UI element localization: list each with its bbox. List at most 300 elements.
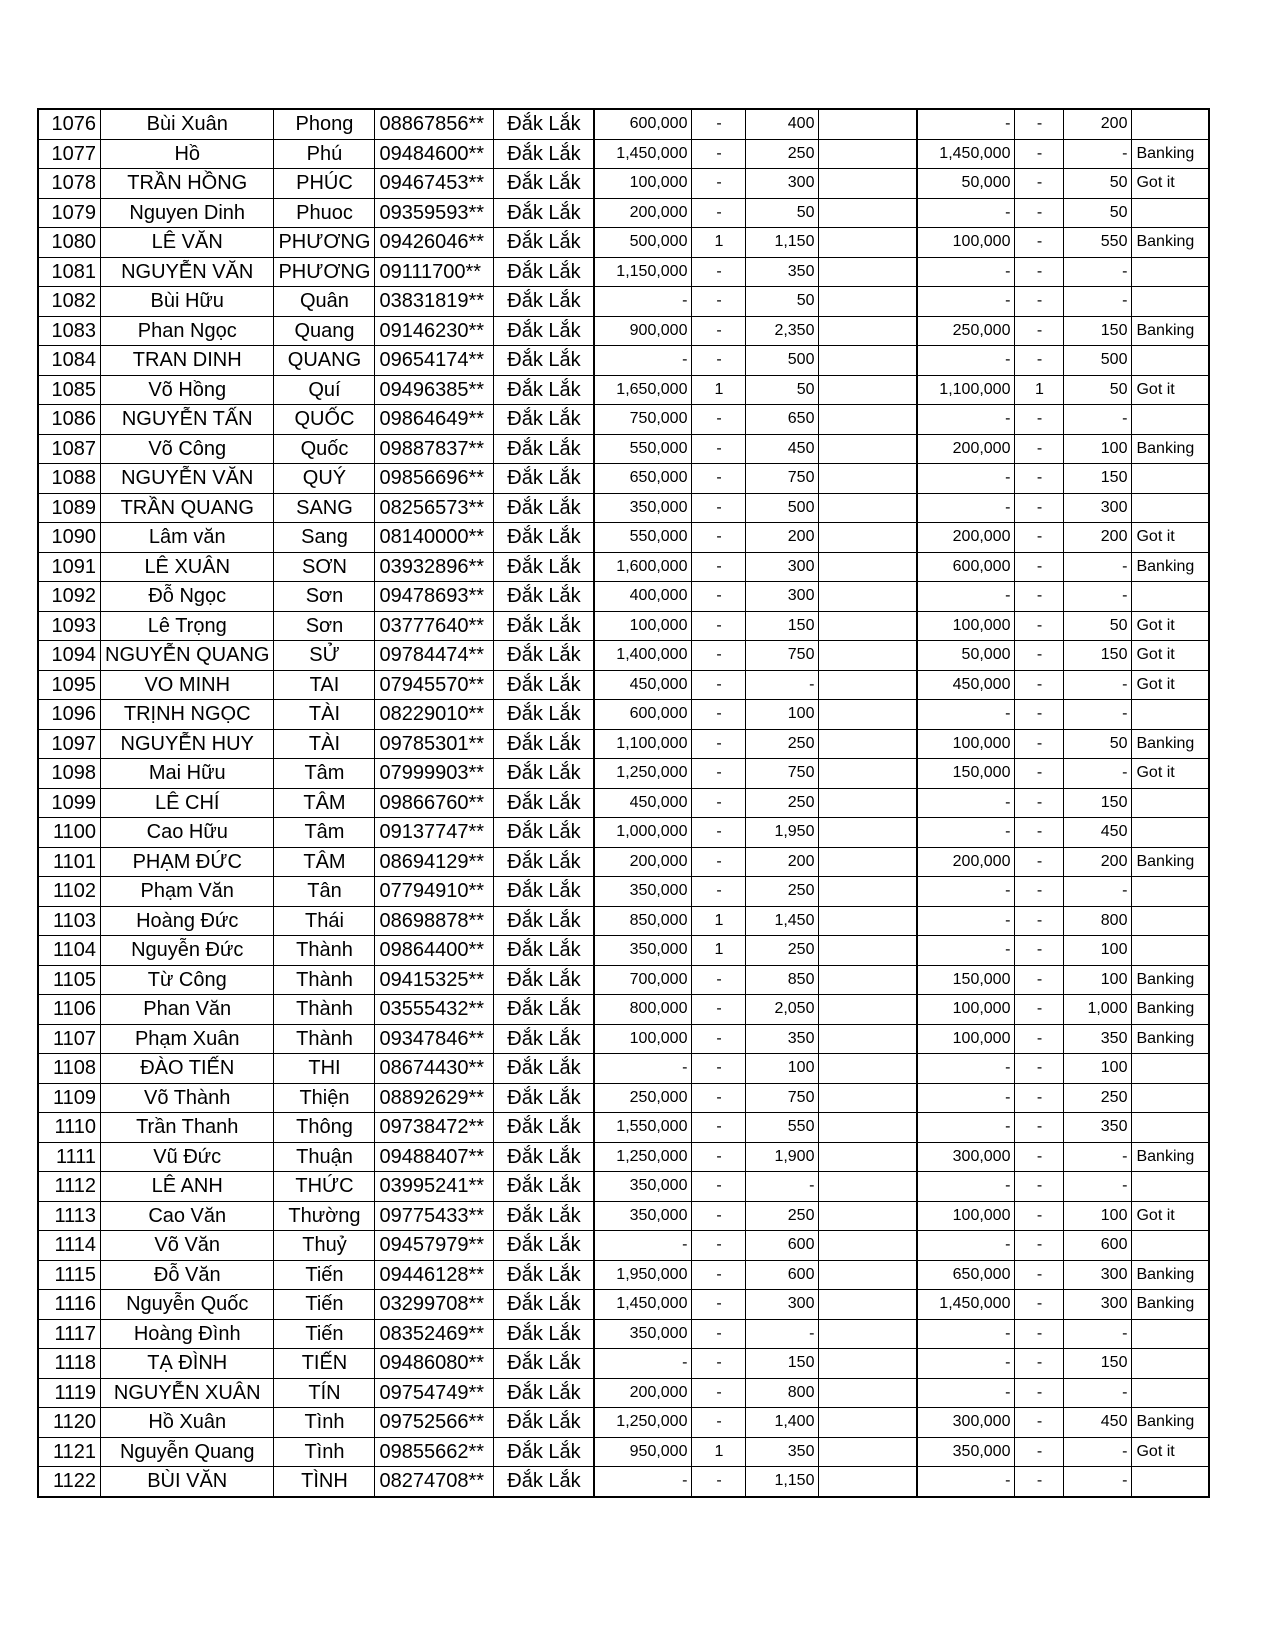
table-body	[38, 109, 1209, 1497]
cell-province: Đắk Lắk	[494, 139, 595, 169]
cell-phone: 09654174**	[375, 346, 494, 376]
cell-last-middle-name: Nguyễn Quang	[101, 1437, 274, 1467]
cell-first-name: TÀI	[274, 729, 375, 759]
cell-phone: 09887837**	[375, 434, 494, 464]
cell-row-number: 1102	[38, 877, 101, 907]
cell-last-middle-name: BÙI VĂN	[101, 1467, 274, 1497]
cell-row-number: 1121	[38, 1437, 101, 1467]
table-row	[38, 257, 1209, 287]
cell-count-1: -	[692, 1172, 746, 1202]
cell-payment-method: Got it	[1132, 1437, 1210, 1467]
cell-row-number: 1081	[38, 257, 101, 287]
cell-value-1: 300	[746, 582, 819, 612]
cell-first-name: Tình	[274, 1408, 375, 1438]
cell-province: Đắk Lắk	[494, 788, 595, 818]
cell-last-middle-name: NGUYỄN HUY	[101, 729, 274, 759]
cell-first-name: TIẾN	[274, 1349, 375, 1379]
cell-value-1: 2,350	[746, 316, 819, 346]
cell-count-2: -	[1015, 1319, 1064, 1349]
cell-count-2: -	[1015, 434, 1064, 464]
cell-amount-2: -	[917, 405, 1015, 435]
table-row	[38, 139, 1209, 169]
cell-count-1: -	[692, 169, 746, 199]
cell-payment-method: Banking	[1132, 552, 1210, 582]
cell-row-number: 1092	[38, 582, 101, 612]
cell-amount-1: 350,000	[594, 493, 692, 523]
cell-count-1: -	[692, 1083, 746, 1113]
cell-row-number: 1077	[38, 139, 101, 169]
cell-amount-1: 350,000	[594, 1172, 692, 1202]
cell-amount-2: 100,000	[917, 228, 1015, 258]
cell-value-2: 300	[1064, 493, 1132, 523]
cell-value-1: 350	[746, 1024, 819, 1054]
cell-amount-2: 1,450,000	[917, 139, 1015, 169]
cell-amount-2: 200,000	[917, 847, 1015, 877]
cell-value-2: -	[1064, 139, 1132, 169]
cell-phone: 09785301**	[375, 729, 494, 759]
table-row	[38, 641, 1209, 671]
cell-amount-1: 350,000	[594, 1319, 692, 1349]
cell-value-1: 750	[746, 641, 819, 671]
cell-count-2: -	[1015, 1201, 1064, 1231]
cell-blank	[819, 169, 918, 199]
table-row	[38, 552, 1209, 582]
cell-first-name: QUÝ	[274, 464, 375, 494]
cell-phone: 08698878**	[375, 906, 494, 936]
cell-row-number: 1086	[38, 405, 101, 435]
cell-amount-2: 1,450,000	[917, 1290, 1015, 1320]
cell-amount-2: -	[917, 287, 1015, 317]
cell-blank	[819, 729, 918, 759]
cell-row-number: 1079	[38, 198, 101, 228]
cell-amount-1: 1,250,000	[594, 759, 692, 789]
cell-row-number: 1088	[38, 464, 101, 494]
cell-first-name: Tiến	[274, 1319, 375, 1349]
cell-count-1: 1	[692, 1437, 746, 1467]
cell-count-2: -	[1015, 847, 1064, 877]
cell-value-2: -	[1064, 582, 1132, 612]
cell-payment-method	[1132, 493, 1210, 523]
cell-row-number: 1089	[38, 493, 101, 523]
table-row	[38, 670, 1209, 700]
cell-amount-2: -	[917, 1083, 1015, 1113]
cell-amount-1: 1,650,000	[594, 375, 692, 405]
cell-count-2: -	[1015, 198, 1064, 228]
cell-payment-method	[1132, 1378, 1210, 1408]
table-row	[38, 877, 1209, 907]
cell-value-2: 450	[1064, 818, 1132, 848]
cell-payment-method: Banking	[1132, 1260, 1210, 1290]
cell-phone: 09864400**	[375, 936, 494, 966]
cell-province: Đắk Lắk	[494, 109, 595, 139]
cell-row-number: 1100	[38, 818, 101, 848]
cell-amount-1: 950,000	[594, 1437, 692, 1467]
cell-value-2: 150	[1064, 788, 1132, 818]
cell-count-2: -	[1015, 228, 1064, 258]
cell-count-2: -	[1015, 493, 1064, 523]
cell-blank	[819, 1319, 918, 1349]
cell-province: Đắk Lắk	[494, 1024, 595, 1054]
cell-province: Đắk Lắk	[494, 1054, 595, 1084]
cell-blank	[819, 257, 918, 287]
cell-amount-2: 600,000	[917, 552, 1015, 582]
table-row	[38, 1467, 1209, 1497]
cell-payment-method: Banking	[1132, 1290, 1210, 1320]
cell-amount-1: 550,000	[594, 434, 692, 464]
cell-count-2: -	[1015, 1024, 1064, 1054]
cell-row-number: 1087	[38, 434, 101, 464]
cell-first-name: Sang	[274, 523, 375, 553]
cell-value-1: 250	[746, 936, 819, 966]
cell-count-2: -	[1015, 670, 1064, 700]
cell-count-2: -	[1015, 169, 1064, 199]
cell-count-2: -	[1015, 1054, 1064, 1084]
cell-row-number: 1083	[38, 316, 101, 346]
cell-amount-1: 450,000	[594, 788, 692, 818]
table-row	[38, 1083, 1209, 1113]
cell-first-name: QUỐC	[274, 405, 375, 435]
cell-blank	[819, 1201, 918, 1231]
cell-blank	[819, 906, 918, 936]
cell-count-2: -	[1015, 759, 1064, 789]
cell-province: Đắk Lắk	[494, 582, 595, 612]
cell-province: Đắk Lắk	[494, 1290, 595, 1320]
cell-first-name: Tiến	[274, 1260, 375, 1290]
cell-amount-1: 450,000	[594, 670, 692, 700]
cell-row-number: 1103	[38, 906, 101, 936]
cell-first-name: Thông	[274, 1113, 375, 1143]
cell-value-2: -	[1064, 552, 1132, 582]
cell-last-middle-name: Hoàng Đình	[101, 1319, 274, 1349]
table-row	[38, 493, 1209, 523]
cell-province: Đắk Lắk	[494, 1201, 595, 1231]
cell-value-1: 50	[746, 287, 819, 317]
cell-row-number: 1101	[38, 847, 101, 877]
cell-count-1: 1	[692, 375, 746, 405]
cell-value-1: 50	[746, 198, 819, 228]
cell-province: Đắk Lắk	[494, 552, 595, 582]
cell-value-2: 100	[1064, 434, 1132, 464]
cell-blank	[819, 641, 918, 671]
cell-amount-2: 100,000	[917, 611, 1015, 641]
cell-value-2: 300	[1064, 1260, 1132, 1290]
cell-value-1: 1,900	[746, 1142, 819, 1172]
cell-payment-method: Got it	[1132, 611, 1210, 641]
cell-last-middle-name: PHẠM ĐỨC	[101, 847, 274, 877]
cell-count-1: -	[692, 1378, 746, 1408]
cell-province: Đắk Lắk	[494, 1408, 595, 1438]
cell-value-2: 200	[1064, 523, 1132, 553]
cell-first-name: Thiện	[274, 1083, 375, 1113]
cell-payment-method	[1132, 287, 1210, 317]
cell-count-2: -	[1015, 965, 1064, 995]
table-row	[38, 228, 1209, 258]
cell-value-2: 100	[1064, 1054, 1132, 1084]
cell-count-1: -	[692, 139, 746, 169]
cell-count-1: -	[692, 1319, 746, 1349]
cell-last-middle-name: Phạm Xuân	[101, 1024, 274, 1054]
cell-count-1: -	[692, 729, 746, 759]
cell-count-2: -	[1015, 346, 1064, 376]
cell-amount-1: 200,000	[594, 847, 692, 877]
cell-value-2: -	[1064, 1142, 1132, 1172]
cell-province: Đắk Lắk	[494, 1260, 595, 1290]
cell-row-number: 1118	[38, 1349, 101, 1379]
cell-value-1: 500	[746, 493, 819, 523]
cell-row-number: 1112	[38, 1172, 101, 1202]
cell-amount-2: -	[917, 1319, 1015, 1349]
cell-last-middle-name: Võ Hồng	[101, 375, 274, 405]
cell-blank	[819, 995, 918, 1025]
cell-payment-method	[1132, 1319, 1210, 1349]
cell-province: Đắk Lắk	[494, 405, 595, 435]
cell-blank	[819, 1349, 918, 1379]
cell-value-1: 200	[746, 523, 819, 553]
table-row	[38, 1113, 1209, 1143]
cell-value-1: -	[746, 670, 819, 700]
cell-blank	[819, 139, 918, 169]
cell-value-1: -	[746, 1319, 819, 1349]
cell-province: Đắk Lắk	[494, 670, 595, 700]
cell-count-1: -	[692, 818, 746, 848]
cell-payment-method: Banking	[1132, 965, 1210, 995]
cell-payment-method	[1132, 1231, 1210, 1261]
cell-blank	[819, 818, 918, 848]
cell-count-1: -	[692, 346, 746, 376]
cell-province: Đắk Lắk	[494, 847, 595, 877]
cell-province: Đắk Lắk	[494, 877, 595, 907]
cell-last-middle-name: Nguyễn Quốc	[101, 1290, 274, 1320]
cell-first-name: Thuận	[274, 1142, 375, 1172]
cell-amount-1: 500,000	[594, 228, 692, 258]
cell-count-1: 1	[692, 936, 746, 966]
cell-value-2: 200	[1064, 847, 1132, 877]
cell-row-number: 1096	[38, 700, 101, 730]
cell-first-name: SANG	[274, 493, 375, 523]
cell-value-2: 50	[1064, 375, 1132, 405]
cell-first-name: Phong	[274, 109, 375, 139]
cell-amount-2: -	[917, 464, 1015, 494]
cell-value-1: 200	[746, 847, 819, 877]
cell-blank	[819, 464, 918, 494]
table-row	[38, 906, 1209, 936]
cell-value-2: -	[1064, 287, 1132, 317]
cell-count-1: -	[692, 759, 746, 789]
table-row	[38, 1024, 1209, 1054]
cell-value-1: 250	[746, 729, 819, 759]
cell-phone: 09754749**	[375, 1378, 494, 1408]
cell-last-middle-name: LÊ XUÂN	[101, 552, 274, 582]
cell-value-2: 200	[1064, 109, 1132, 139]
cell-amount-2: 150,000	[917, 965, 1015, 995]
cell-phone: 09347846**	[375, 1024, 494, 1054]
table-row	[38, 1408, 1209, 1438]
cell-last-middle-name: Cao Văn	[101, 1201, 274, 1231]
cell-payment-method	[1132, 1083, 1210, 1113]
cell-blank	[819, 434, 918, 464]
cell-province: Đắk Lắk	[494, 759, 595, 789]
cell-last-middle-name: Cao Hữu	[101, 818, 274, 848]
cell-row-number: 1105	[38, 965, 101, 995]
cell-count-1: -	[692, 434, 746, 464]
cell-amount-2: 100,000	[917, 1024, 1015, 1054]
cell-first-name: Quang	[274, 316, 375, 346]
cell-value-2: 250	[1064, 1083, 1132, 1113]
cell-last-middle-name: NGUYỄN VĂN	[101, 464, 274, 494]
cell-amount-2: 350,000	[917, 1437, 1015, 1467]
table-row	[38, 375, 1209, 405]
table-row	[38, 198, 1209, 228]
cell-first-name: Thành	[274, 965, 375, 995]
cell-amount-2: -	[917, 1467, 1015, 1497]
cell-payment-method	[1132, 346, 1210, 376]
cell-province: Đắk Lắk	[494, 818, 595, 848]
cell-blank	[819, 346, 918, 376]
cell-value-2: -	[1064, 1437, 1132, 1467]
cell-amount-2: 650,000	[917, 1260, 1015, 1290]
cell-amount-2: -	[917, 198, 1015, 228]
cell-blank	[819, 316, 918, 346]
table-row	[38, 109, 1209, 139]
cell-payment-method: Got it	[1132, 1201, 1210, 1231]
cell-value-1: 1,950	[746, 818, 819, 848]
cell-value-1: 50	[746, 375, 819, 405]
cell-count-2: -	[1015, 1083, 1064, 1113]
cell-amount-1: 1,550,000	[594, 1113, 692, 1143]
cell-phone: 07794910**	[375, 877, 494, 907]
cell-amount-2: 1,100,000	[917, 375, 1015, 405]
cell-value-1: 100	[746, 700, 819, 730]
cell-blank	[819, 965, 918, 995]
table-row	[38, 582, 1209, 612]
cell-payment-method: Got it	[1132, 375, 1210, 405]
table-row	[38, 346, 1209, 376]
cell-province: Đắk Lắk	[494, 228, 595, 258]
cell-payment-method	[1132, 582, 1210, 612]
cell-row-number: 1085	[38, 375, 101, 405]
cell-row-number: 1122	[38, 1467, 101, 1497]
cell-row-number: 1078	[38, 169, 101, 199]
cell-row-number: 1080	[38, 228, 101, 258]
data-table	[37, 108, 1210, 1498]
table-row	[38, 611, 1209, 641]
cell-blank	[819, 523, 918, 553]
cell-amount-1: 200,000	[594, 1378, 692, 1408]
cell-value-2: 600	[1064, 1231, 1132, 1261]
cell-count-2: -	[1015, 523, 1064, 553]
cell-count-1: -	[692, 1024, 746, 1054]
cell-value-2: 100	[1064, 965, 1132, 995]
table-row	[38, 434, 1209, 464]
cell-last-middle-name: VO MINH	[101, 670, 274, 700]
cell-amount-1: 850,000	[594, 906, 692, 936]
cell-value-2: -	[1064, 1319, 1132, 1349]
cell-amount-1: -	[594, 346, 692, 376]
cell-blank	[819, 1172, 918, 1202]
cell-first-name: Thuỷ	[274, 1231, 375, 1261]
cell-count-1: -	[692, 464, 746, 494]
cell-blank	[819, 847, 918, 877]
cell-phone: 03299708**	[375, 1290, 494, 1320]
cell-first-name: PHÚC	[274, 169, 375, 199]
cell-value-1: 150	[746, 1349, 819, 1379]
cell-row-number: 1093	[38, 611, 101, 641]
cell-count-2: -	[1015, 1349, 1064, 1379]
cell-value-2: 300	[1064, 1290, 1132, 1320]
cell-phone: 09446128**	[375, 1260, 494, 1290]
cell-province: Đắk Lắk	[494, 434, 595, 464]
cell-value-1: 650	[746, 405, 819, 435]
cell-last-middle-name: Vũ Đức	[101, 1142, 274, 1172]
cell-first-name: TÀI	[274, 700, 375, 730]
table-row	[38, 788, 1209, 818]
cell-phone: 09784474**	[375, 641, 494, 671]
cell-count-1: -	[692, 877, 746, 907]
cell-first-name: PHƯƠNG	[274, 257, 375, 287]
cell-value-1: 2,050	[746, 995, 819, 1025]
cell-count-1: -	[692, 257, 746, 287]
cell-value-2: 50	[1064, 611, 1132, 641]
cell-payment-method: Got it	[1132, 670, 1210, 700]
cell-count-1: -	[692, 1113, 746, 1143]
cell-blank	[819, 1113, 918, 1143]
cell-row-number: 1109	[38, 1083, 101, 1113]
cell-row-number: 1110	[38, 1113, 101, 1143]
cell-first-name: Thái	[274, 906, 375, 936]
cell-payment-method	[1132, 405, 1210, 435]
cell-row-number: 1113	[38, 1201, 101, 1231]
cell-row-number: 1111	[38, 1142, 101, 1172]
cell-last-middle-name: Mai Hữu	[101, 759, 274, 789]
cell-province: Đắk Lắk	[494, 1349, 595, 1379]
cell-value-2: -	[1064, 759, 1132, 789]
cell-row-number: 1106	[38, 995, 101, 1025]
cell-blank	[819, 287, 918, 317]
cell-amount-2: 50,000	[917, 641, 1015, 671]
cell-amount-2: 200,000	[917, 434, 1015, 464]
cell-value-2: 100	[1064, 936, 1132, 966]
cell-province: Đắk Lắk	[494, 1142, 595, 1172]
cell-amount-1: 400,000	[594, 582, 692, 612]
table-row	[38, 1231, 1209, 1261]
cell-first-name: Thành	[274, 1024, 375, 1054]
table-row	[38, 1172, 1209, 1202]
cell-phone: 09457979**	[375, 1231, 494, 1261]
cell-value-2: 150	[1064, 316, 1132, 346]
cell-amount-1: -	[594, 287, 692, 317]
cell-blank	[819, 1290, 918, 1320]
cell-last-middle-name: Nguyen Dinh	[101, 198, 274, 228]
cell-last-middle-name: LÊ VĂN	[101, 228, 274, 258]
cell-payment-method	[1132, 1113, 1210, 1143]
cell-province: Đắk Lắk	[494, 995, 595, 1025]
cell-phone: 08892629**	[375, 1083, 494, 1113]
cell-value-2: -	[1064, 700, 1132, 730]
cell-amount-1: 550,000	[594, 523, 692, 553]
cell-last-middle-name: NGUYỄN QUANG	[101, 641, 274, 671]
cell-value-1: 1,150	[746, 228, 819, 258]
cell-last-middle-name: Phan Văn	[101, 995, 274, 1025]
cell-blank	[819, 405, 918, 435]
cell-count-1: -	[692, 788, 746, 818]
cell-amount-1: -	[594, 1231, 692, 1261]
cell-province: Đắk Lắk	[494, 287, 595, 317]
cell-payment-method: Banking	[1132, 995, 1210, 1025]
cell-blank	[819, 670, 918, 700]
cell-blank	[819, 198, 918, 228]
table-row	[38, 1260, 1209, 1290]
cell-phone: 08694129**	[375, 847, 494, 877]
